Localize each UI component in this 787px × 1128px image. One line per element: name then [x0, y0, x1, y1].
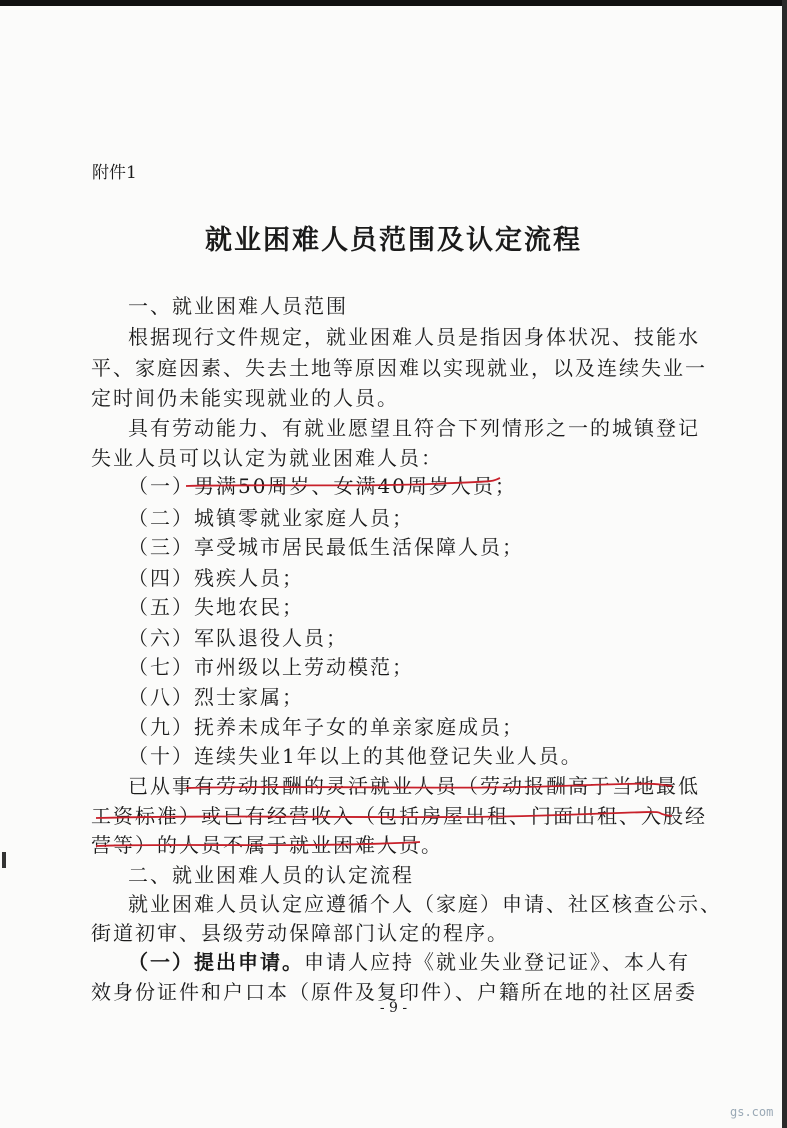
step-one-text: 申请人应持《就业失业登记证》、本人有: [304, 950, 690, 974]
paragraph-line: 平、家庭因素、失去土地等原因难以实现就业，以及连续失业一: [91, 356, 707, 380]
list-item: （七）市州级以上劳动模范；: [128, 655, 414, 679]
list-item: （一）男满50周岁、女满40周岁人员；: [128, 474, 517, 498]
section-heading-scope: 一、就业困难人员范围: [128, 294, 348, 318]
underline-flexible-employment-2: [96, 812, 672, 818]
underline-flexible-employment-3: [96, 842, 420, 846]
paragraph-line: 已从事有劳动报酬的灵活就业人员（劳动报酬高于当地最低: [128, 774, 700, 798]
paragraph-line: 营等）的人员不属于就业困难人员。: [91, 833, 443, 857]
document-title: 就业困难人员范围及认定流程: [205, 225, 582, 256]
step-one-heading: （一）提出申请。: [128, 950, 304, 974]
list-item: （四）残疾人员；: [128, 566, 304, 590]
annex-label: 附件1: [92, 163, 137, 183]
paragraph-line: 失业人员可以认定为就业困难人员：: [91, 446, 443, 470]
list-item: （九）抚养未成年子女的单亲家庭成员；: [128, 715, 524, 739]
paragraph-line: 街道初审、县级劳动保障部门认定的程序。: [91, 921, 509, 945]
paragraph-line: 根据现行文件规定，就业困难人员是指因身体状况、技能水: [128, 325, 700, 349]
watermark: gs.com: [730, 1105, 774, 1119]
list-item: （五）失地农民；: [128, 595, 304, 619]
page-number: - 9 -: [379, 1000, 408, 1016]
paragraph-line: 定时间仍未能实现就业的人员。: [91, 386, 399, 410]
list-item: （二）城镇零就业家庭人员；: [128, 506, 414, 530]
paragraph-line: 工资标准）或已有经营收入（包括房屋出租、门面出租、入股经: [91, 804, 707, 828]
paragraph-line: 就业困难人员认定应遵循个人（家庭）申请、社区核查公示、: [128, 892, 722, 916]
list-item: （八）烈士家属；: [128, 685, 304, 709]
section-heading-process: 二、就业困难人员的认定流程: [128, 863, 414, 887]
underline-item-one: [186, 478, 500, 486]
paragraph-line: 效身份证件和户口本（原件及复印件）、户籍所在地的社区居委: [91, 980, 697, 1004]
paragraph-line: 具有劳动能力、有就业愿望且符合下列情形之一的城镇登记: [128, 416, 700, 440]
list-item: （三）享受城市居民最低生活保障人员；: [128, 535, 524, 559]
underline-flexible-employment-1: [186, 784, 672, 788]
list-item: （六）军队退役人员；: [128, 626, 348, 650]
list-item: （十）连续失业1年以上的其他登记失业人员。: [128, 744, 583, 768]
